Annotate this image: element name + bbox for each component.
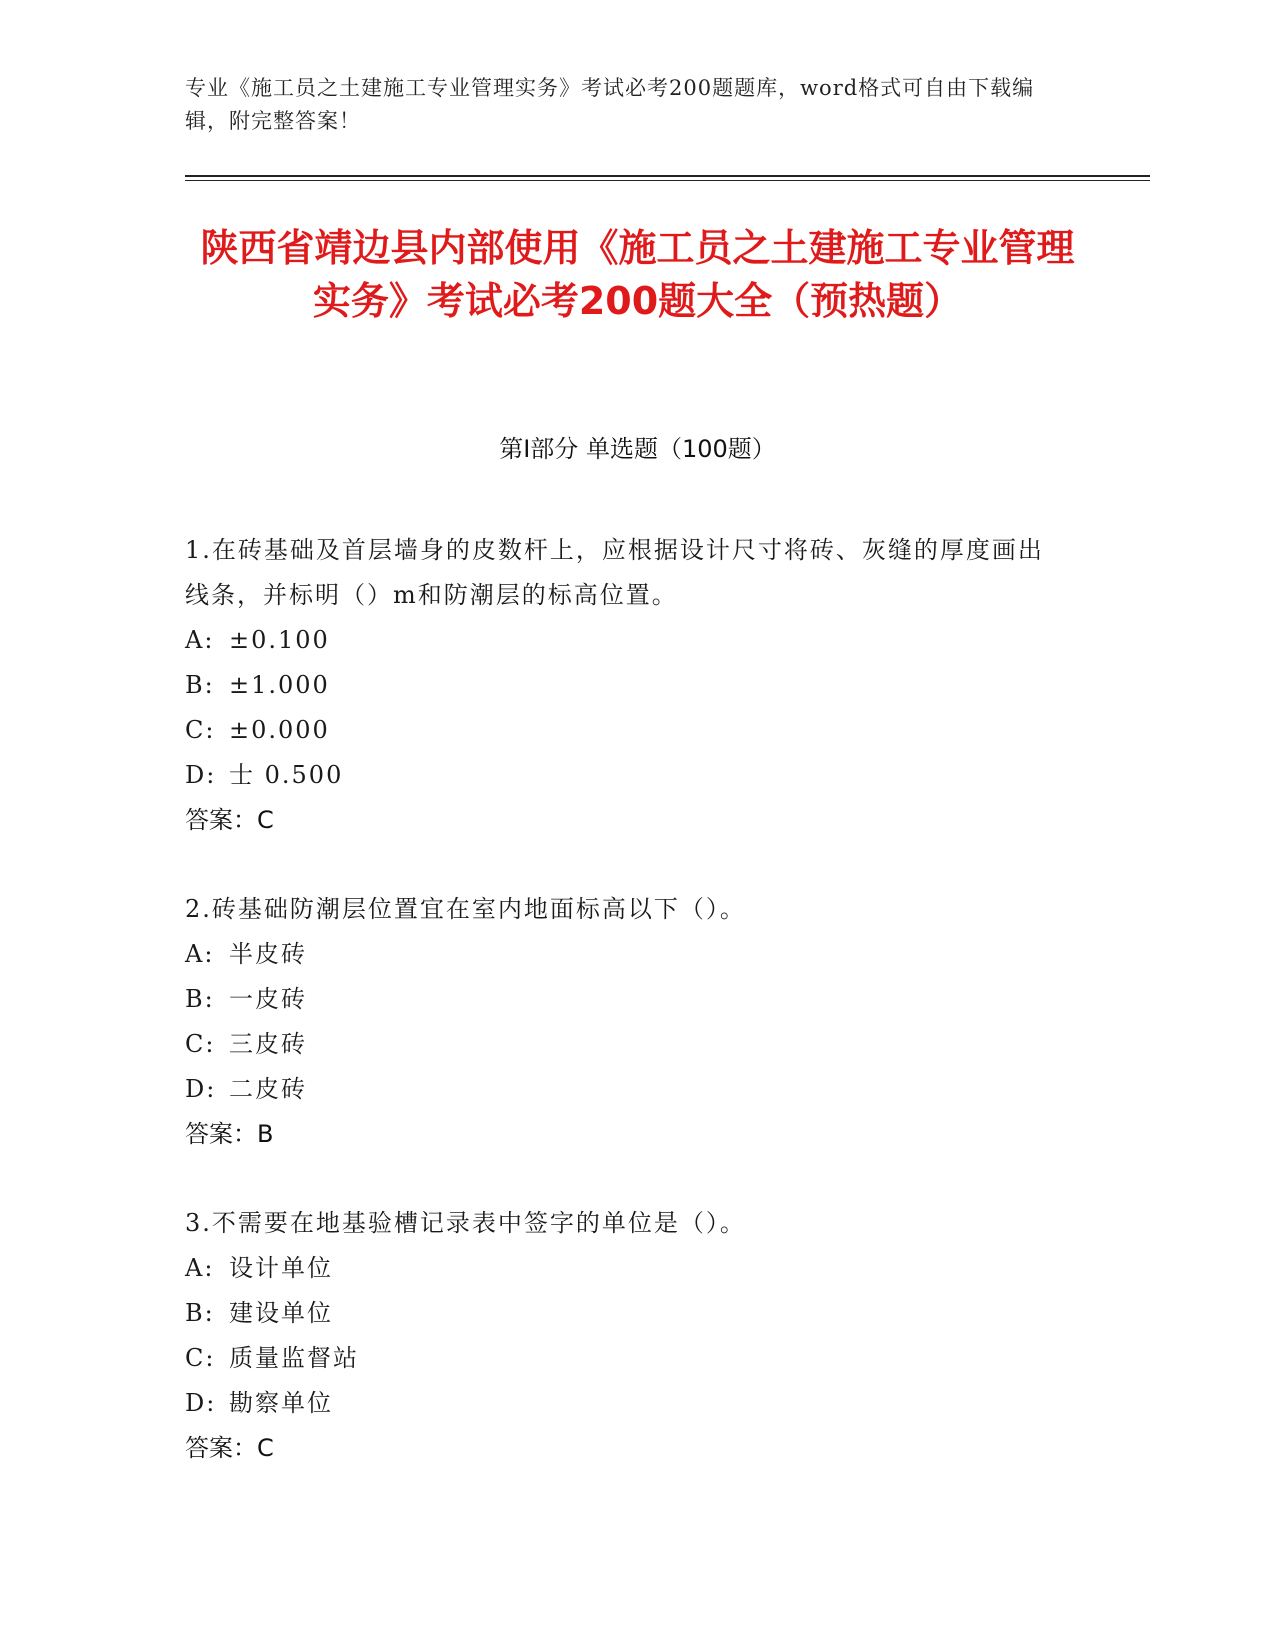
question-2 [185, 887, 1065, 1157]
option-text: 建设单位 [229, 1299, 333, 1327]
option-text: 质量监督站 [229, 1344, 359, 1372]
question-stem: 2.砖基础防潮层位置宜在室内地面标高以下（）。 [185, 895, 746, 923]
option-letter: B: [185, 671, 215, 699]
section-title: 第Ⅰ部分 单选题（100题） [499, 435, 776, 463]
option-a [185, 1246, 1065, 1291]
option-letter: A: [185, 940, 215, 968]
question-1 [185, 528, 1065, 843]
option-b [185, 977, 1065, 1022]
option-c [185, 1336, 1065, 1381]
option-letter: D: [185, 1075, 217, 1103]
question-stem: 3.不需要在地基验槽记录表中签字的单位是（）。 [185, 1209, 746, 1237]
option-text: 士 0.500 [229, 761, 344, 789]
option-letter: D: [185, 1389, 217, 1417]
option-letter: C: [185, 1344, 216, 1372]
option-letter: A: [185, 1254, 215, 1282]
option-letter: C: [185, 716, 216, 744]
option-text: 三皮砖 [229, 1030, 307, 1058]
option-letter: C: [185, 1030, 216, 1058]
option-d [185, 1067, 1065, 1112]
answer: 答案：C [185, 806, 274, 834]
option-letter: B: [185, 1299, 215, 1327]
option-text: ±0.100 [229, 626, 330, 654]
option-text: ±0.000 [229, 716, 330, 744]
header-rule-thick [185, 175, 1150, 177]
option-text: ±1.000 [229, 671, 330, 699]
option-d [185, 753, 1065, 798]
option-a [185, 618, 1065, 663]
option-letter: D: [185, 761, 217, 789]
answer: 答案：B [185, 1120, 274, 1148]
option-a [185, 932, 1065, 977]
question-3 [185, 1201, 1065, 1471]
option-c [185, 708, 1065, 753]
option-d [185, 1381, 1065, 1426]
option-text: 一皮砖 [229, 985, 307, 1013]
option-text: 半皮砖 [229, 940, 307, 968]
option-text: 勘察单位 [229, 1389, 333, 1417]
header-note: 专业《施工员之土建施工专业管理实务》考试必考200题题库，word格式可自由下载编辑，附完整答案！ [185, 76, 1035, 133]
option-b [185, 663, 1065, 708]
answer: 答案：C [185, 1434, 274, 1462]
header-rule-thin [185, 180, 1150, 181]
option-text: 二皮砖 [229, 1075, 307, 1103]
question-stem: 1.在砖基础及首层墙身的皮数杆上，应根据设计尺寸将砖、灰缝的厚度画出线条，并标明（）m和防潮层的标高位置。 [185, 536, 1044, 609]
option-c [185, 1022, 1065, 1067]
option-b [185, 1291, 1065, 1336]
document-title: 陕西省靖边县内部使用《施工员之土建施工专业管理实务》考试必考200题大全（预热题） [200, 226, 1075, 323]
question-list [185, 528, 1065, 1515]
option-letter: B: [185, 985, 215, 1013]
option-text: 设计单位 [229, 1254, 333, 1282]
option-letter: A: [185, 626, 215, 654]
